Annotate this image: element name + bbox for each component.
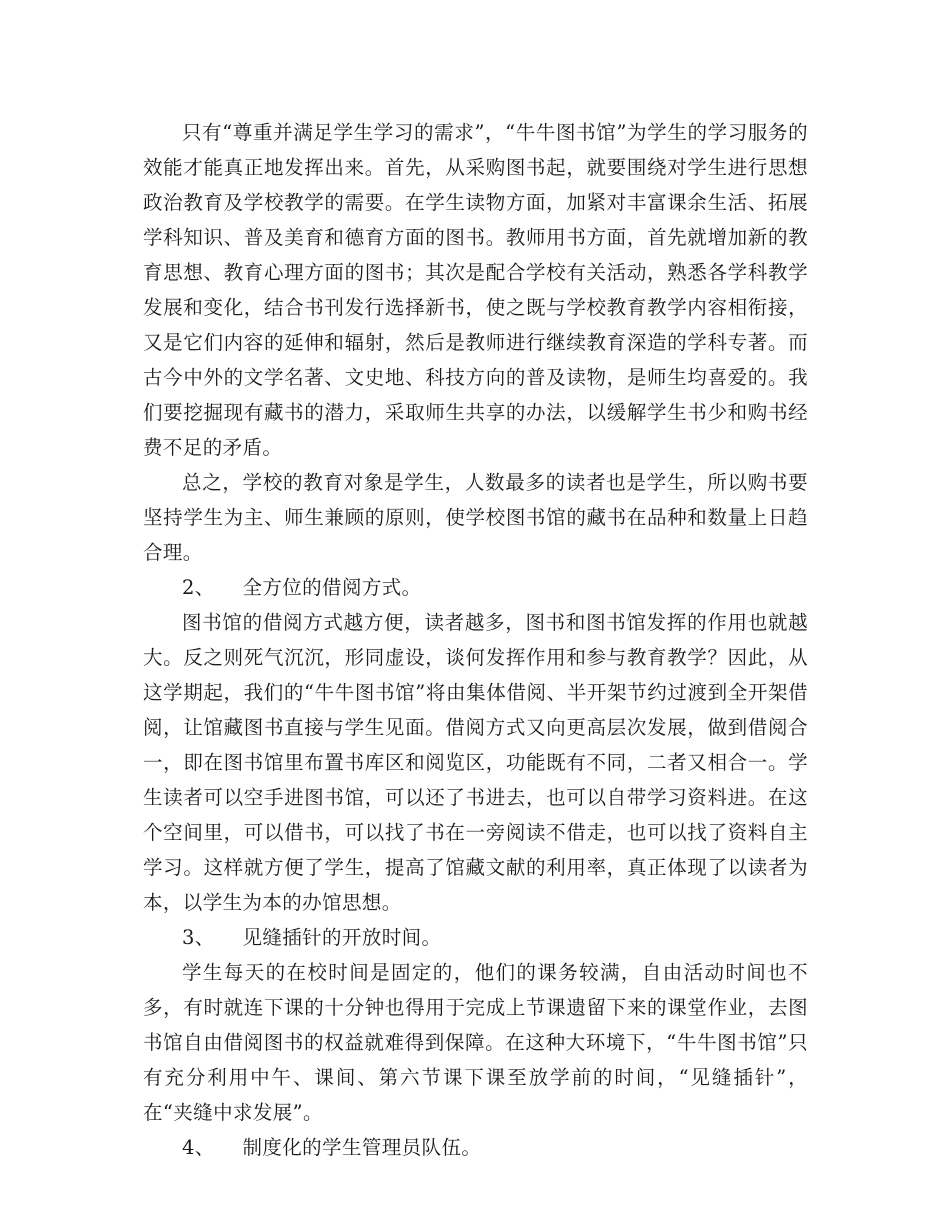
section-number: 3、 [182, 926, 215, 949]
paragraph-book-purchasing: 只有“尊重并满足学生学习的需求”，“牛牛图书馆”为学生的学习服务的效能才能真正地发挥出来。首先，从采购图书起，就要围绕对学生进行思想政治教育及学校教学的需要。在学生读物方面，加紧对丰富课余生活、拓展学科知识、普及美育和德育方面的图书。教师用书方面，首先就增加新的教育思想、教育心理方面的图书；其次是配合学校有关活动，熟悉各学科教学发展和变化，结合书刊发行选择新书，使之既与学校教育教学内容相衔接，又是它们内容的延伸和辐射，然后是教师进行继续教育深造的学科专著。而古今中外的文学名著、文史地、科技方向的普及读物，是师生均喜爱的。我们要挖掘现有藏书的潜力，采取师生共享的办法，以缓解学生书少和购书经费不足的矛盾。 [143, 121, 808, 459]
section-title: 见缝插针的开放时间。 [242, 926, 442, 949]
section-title: 制度化的学生管理员队伍。 [242, 1136, 482, 1159]
section-heading-borrowing [143, 570, 808, 605]
document-body [143, 115, 808, 1165]
section-number: 4、 [182, 1136, 215, 1159]
section-heading-student-librarians [143, 1130, 808, 1165]
section-title: 全方位的借阅方式。 [242, 576, 422, 599]
paragraph-opening-hours: 学生每天的在校时间是固定的，他们的课务较满，自由活动时间也不多，有时就连下课的十分钟也得用于完成上节课遗留下来的课堂作业，去图书馆自由借阅图书的权益就难得到保障。在这种大环境下，“牛牛图书馆”只有充分利用中午、课间、第六节课下课至放学前的时间，“见缝插针”，在“夹缝中求发展”。 [143, 961, 808, 1124]
section-number: 2、 [182, 576, 215, 599]
paragraph-summary: 总之，学校的教育对象是学生，人数最多的读者也是学生，所以购书要坚持学生为主、师生兼顾的原则，使学校图书馆的藏书在品种和数量上日趋合理。 [143, 471, 808, 564]
section-heading-opening-hours [143, 920, 808, 955]
paragraph-borrowing: 图书馆的借阅方式越方便，读者越多，图书和图书馆发挥的作用也就越大。反之则死气沉沉，形同虚设，谈何发挥作用和参与教育教学？因此，从这学期起，我们的“牛牛图书馆”将由集体借阅、半开架节约过渡到全开架借阅，让馆藏图书直接与学生见面。借阅方式又向更高层次发展，做到借阅合一，即在图书馆里布置书库区和阅览区，功能既有不同，二者又相合一。学生读者可以空手进图书馆，可以还了书进去，也可以自带学习资料进。在这个空间里，可以借书，可以找了书在一旁阅读不借走，也可以找了资料自主学习。这样就方便了学生，提高了馆藏文献的利用率，真正体现了以读者为本，以学生为本的办馆思想。 [143, 611, 808, 914]
